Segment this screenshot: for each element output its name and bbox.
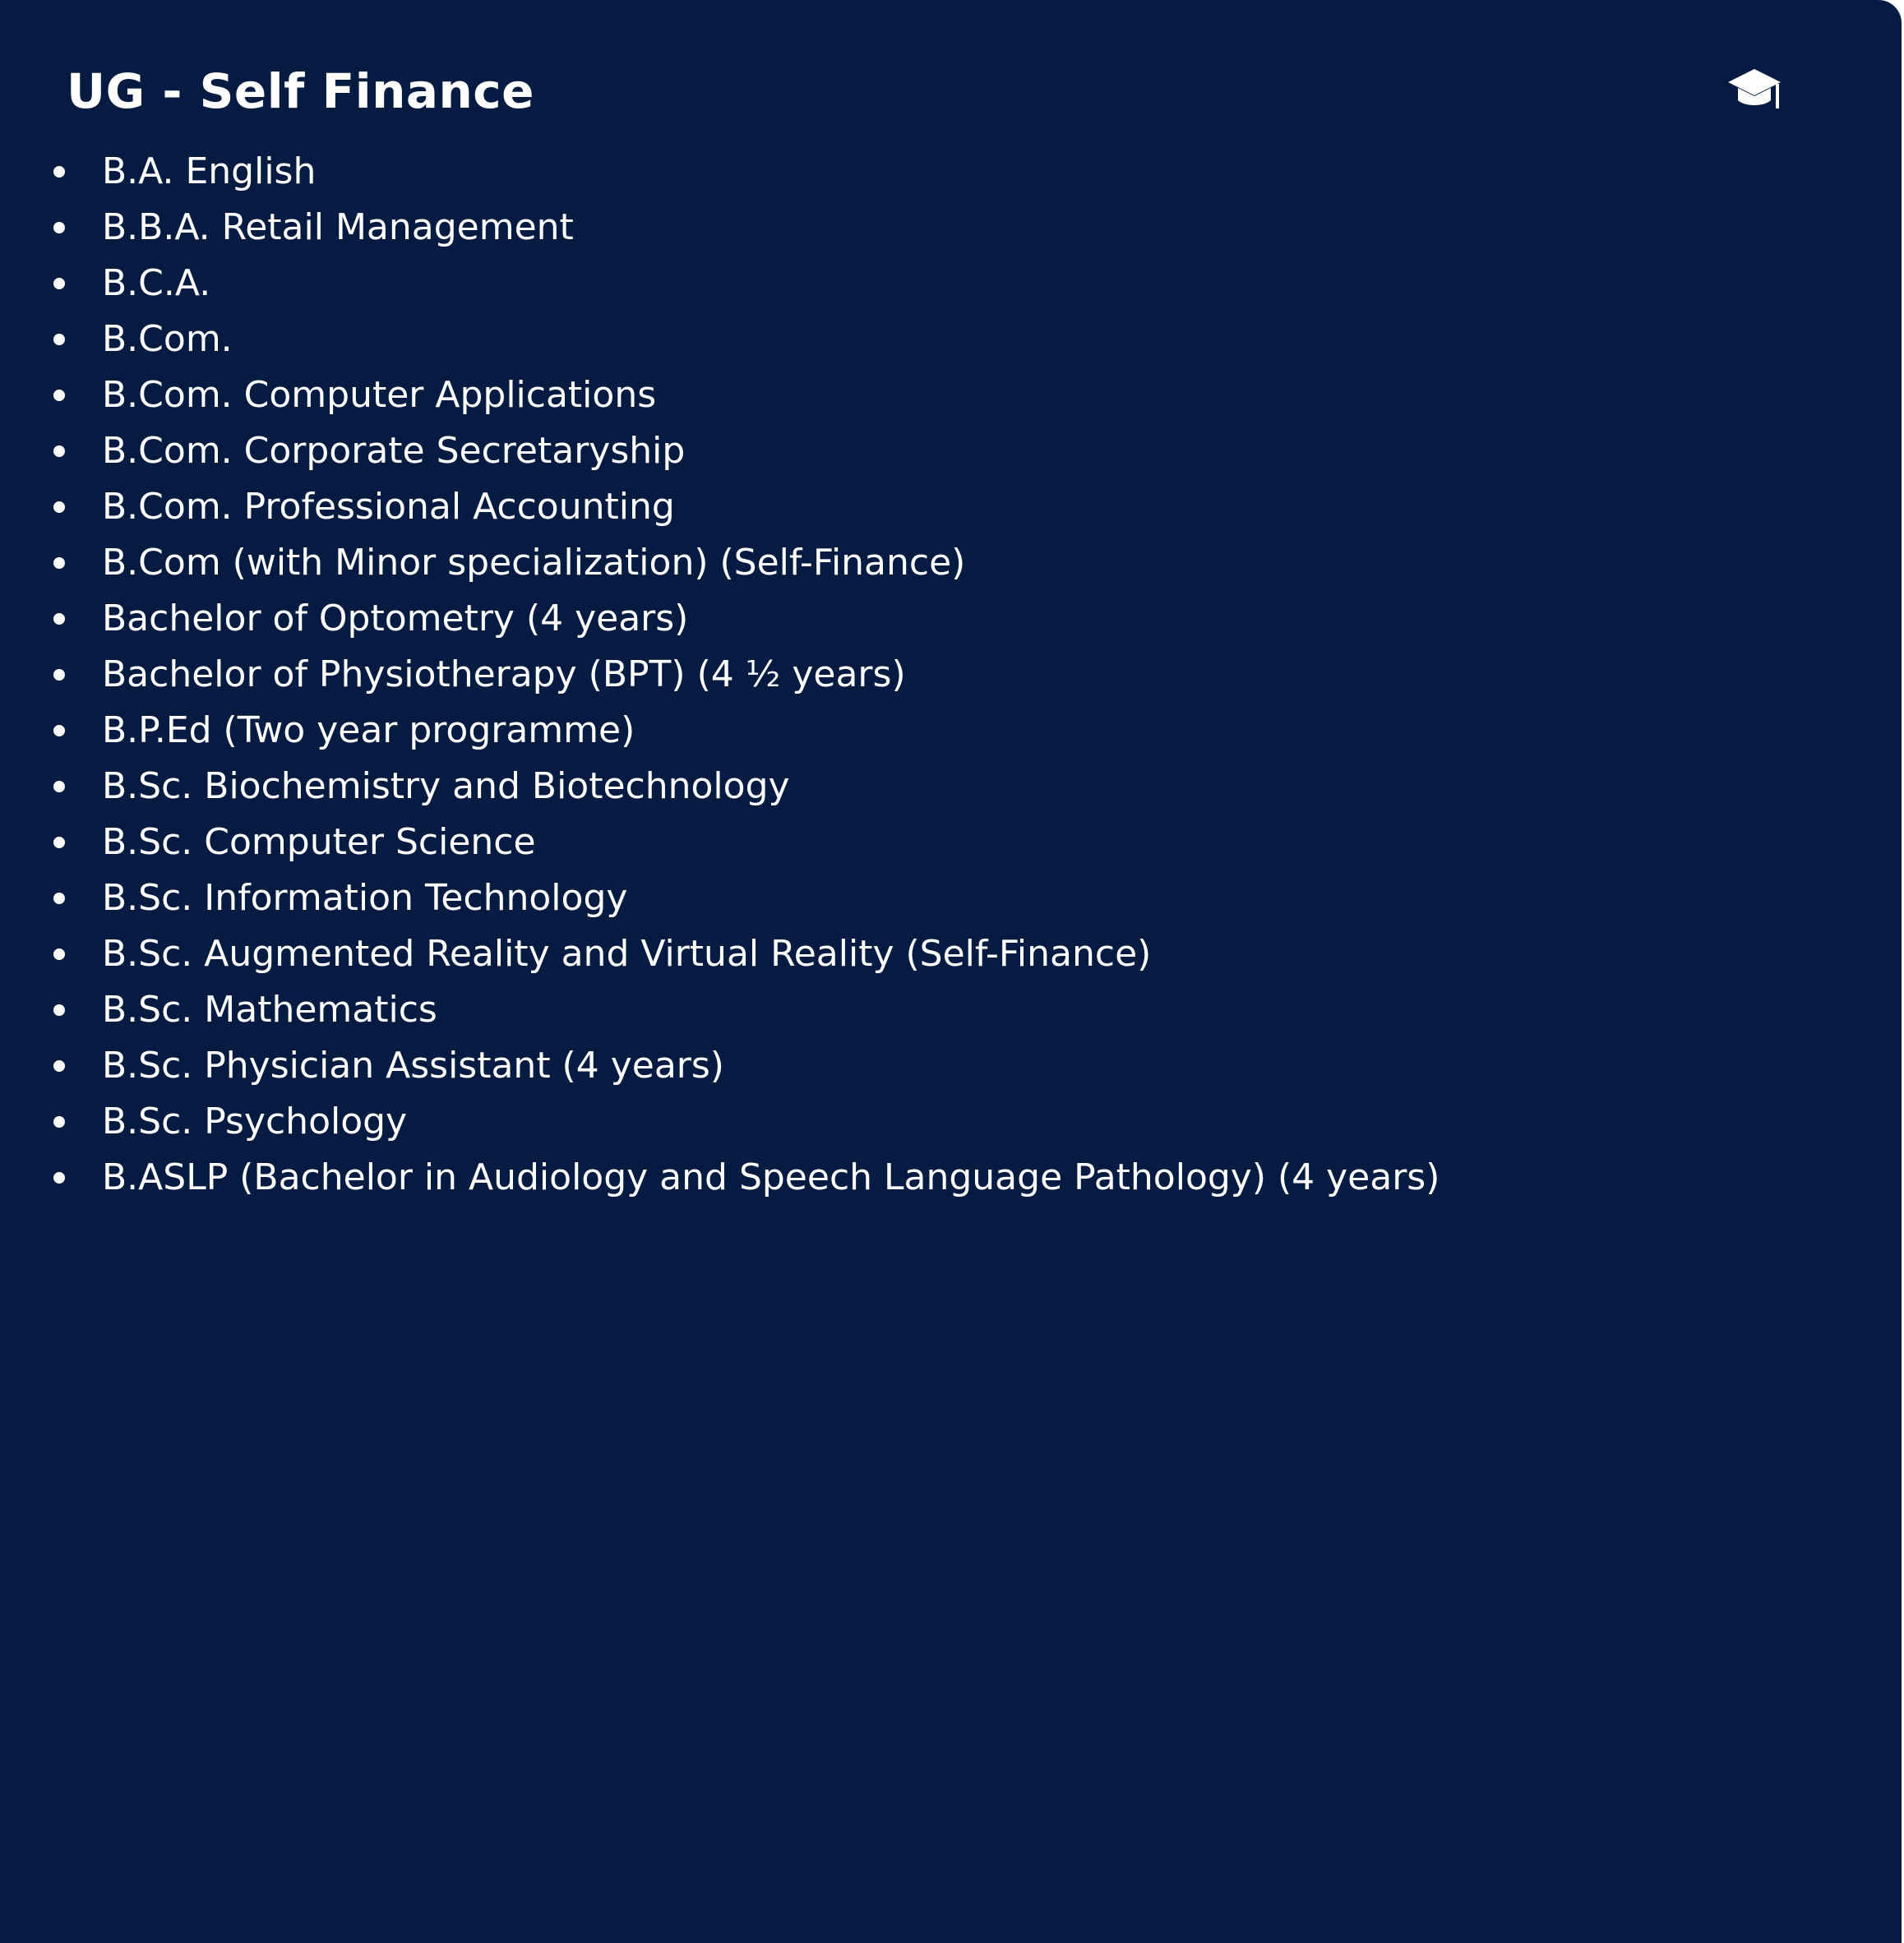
bullet-icon — [53, 1172, 65, 1184]
course-name: B.Com. Professional Accounting — [102, 486, 675, 528]
bullet-icon — [53, 781, 65, 792]
list-item — [102, 759, 1440, 815]
course-name: B.Sc. Physician Assistant (4 years) — [102, 1045, 724, 1087]
list-item — [102, 870, 1440, 926]
list-item — [102, 312, 1440, 367]
list-item — [102, 256, 1440, 312]
bullet-icon — [53, 390, 65, 401]
bullet-icon — [53, 166, 65, 178]
course-name: Bachelor of Physiotherapy (BPT) (4 ½ years) — [102, 653, 906, 695]
course-name: B.Sc. Augmented Reality and Virtual Reality (Self-Finance) — [102, 933, 1152, 975]
course-name: B.Com. Computer Applications — [102, 374, 657, 416]
graduation-cap-icon — [1726, 66, 1782, 115]
course-name: B.A. English — [102, 150, 317, 192]
list-item — [102, 926, 1440, 982]
course-name: B.P.Ed (Two year programme) — [102, 709, 635, 751]
bullet-icon — [53, 1116, 65, 1128]
course-name: B.B.A. Retail Management — [102, 206, 574, 248]
course-name: B.Sc. Information Technology — [102, 877, 628, 919]
bullet-icon — [53, 557, 65, 569]
bullet-icon — [53, 501, 65, 513]
course-name: B.Sc. Biochemistry and Biotechnology — [102, 765, 790, 807]
card-header — [0, 0, 1902, 148]
list-item — [102, 479, 1440, 535]
course-name: B.Com. — [102, 318, 233, 360]
bullet-icon — [53, 1004, 65, 1016]
bullet-icon — [53, 222, 65, 233]
list-item — [102, 367, 1440, 423]
bullet-icon — [53, 334, 65, 345]
course-name: B.Sc. Computer Science — [102, 821, 536, 863]
list-item — [102, 535, 1440, 591]
course-name: B.Com (with Minor specialization) (Self-Finance) — [102, 542, 966, 584]
list-item — [102, 1094, 1440, 1150]
list-item — [102, 703, 1440, 759]
list-item — [102, 1150, 1440, 1206]
list-item — [102, 591, 1440, 647]
course-name: B.C.A. — [102, 262, 211, 304]
list-item — [102, 815, 1440, 870]
list-item — [102, 647, 1440, 703]
course-name: B.Com. Corporate Secretaryship — [102, 430, 686, 472]
bullet-icon — [53, 893, 65, 904]
list-item — [102, 200, 1440, 256]
bullet-icon — [53, 725, 65, 736]
course-name: B.Sc. Psychology — [102, 1101, 408, 1142]
section-title: UG - Self Finance — [67, 63, 535, 119]
list-item — [102, 1038, 1440, 1094]
course-name: B.ASLP (Bachelor in Audiology and Speech Language Pathology) (4 years) — [102, 1156, 1440, 1198]
bullet-icon — [53, 948, 65, 960]
list-item — [102, 144, 1440, 200]
bullet-icon — [53, 669, 65, 681]
list-item — [102, 423, 1440, 479]
course-name: Bachelor of Optometry (4 years) — [102, 598, 689, 639]
bullet-icon — [53, 445, 65, 457]
course-list — [0, 144, 1440, 1206]
bullet-icon — [53, 613, 65, 625]
list-item — [102, 982, 1440, 1038]
bullet-icon — [53, 837, 65, 848]
bullet-icon — [53, 278, 65, 289]
course-name: B.Sc. Mathematics — [102, 989, 437, 1031]
bullet-icon — [53, 1060, 65, 1072]
